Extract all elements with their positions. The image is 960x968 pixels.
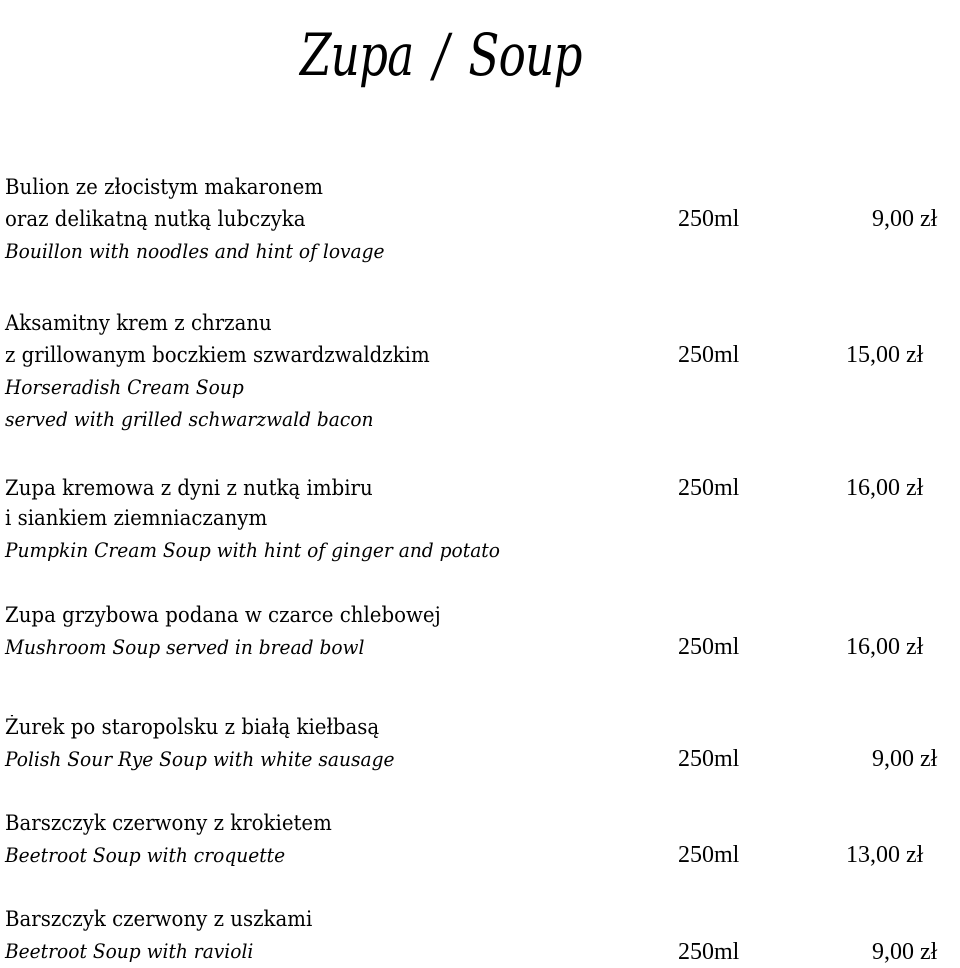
item-name-pl: Zupa grzybowa podana w czarce chlebowej [5,603,441,627]
item-name-pl: Barszczyk czerwony z krokietem [5,811,332,835]
item-name-pl: Barszczyk czerwony z uszkami [5,907,313,931]
item-price: 13,00 zł [846,842,924,868]
item-name-pl: z grillowanym boczkiem szwardzwaldzkim [5,343,430,367]
item-name-pl: Aksamitny krem z chrzanu [5,311,272,335]
item-volume: 250ml [678,939,740,965]
item-volume: 250ml [678,746,740,772]
item-price: 9,00 zł [872,206,938,232]
item-name-pl: Zupa kremowa z dyni z nutką imbiru [5,476,373,500]
item-price: 9,00 zł [872,746,938,772]
item-name-pl: Bulion ze złocistym makaronem [5,175,323,199]
item-name-en: Polish Sour Rye Soup with white sausage [5,747,395,771]
item-name-en: Bouillon with noodles and hint of lovage [5,239,385,263]
item-price: 9,00 zł [872,939,938,965]
item-name-en: Beetroot Soup with croquette [5,843,286,867]
item-name-pl: Żurek po staropolsku z białą kiełbasą [5,715,380,739]
item-price: 16,00 zł [846,475,924,501]
item-price: 16,00 zł [846,634,924,660]
item-name-pl: oraz delikatną nutką lubczyka [5,207,306,231]
item-volume: 250ml [678,475,740,501]
item-volume: 250ml [678,206,740,232]
item-volume: 250ml [678,842,740,868]
item-name-pl: i siankiem ziemniaczanym [5,506,268,530]
title-english: Soup [468,21,582,89]
item-name-en: Beetroot Soup with ravioli [5,939,254,963]
page-title [300,0,628,110]
item-volume: 250ml [678,342,740,368]
title-polish: Zupa [300,21,414,89]
item-name-en: Horseradish Cream Soup [5,375,244,399]
item-name-en: Pumpkin Cream Soup with hint of ginger and potato [5,538,500,562]
item-name-en: Mushroom Soup served in bread bowl [5,635,365,659]
item-price: 15,00 zł [846,342,924,368]
item-volume: 250ml [678,634,740,660]
item-name-en: served with grilled schwarzwald bacon [5,407,374,431]
title-separator: / [433,21,449,89]
